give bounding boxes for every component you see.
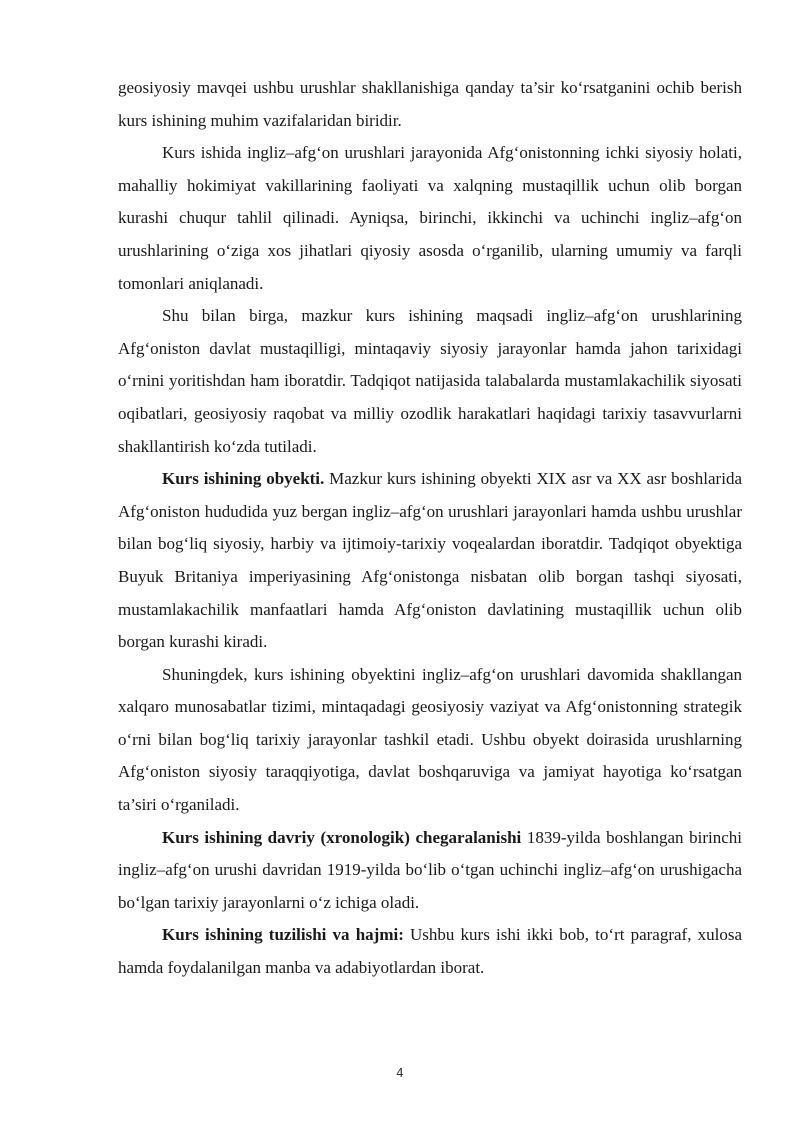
paragraph-text: geosiyosiy mavqei ushbu urushlar shakllanishiga qanday ta’sir ko‘rsatganini ochib berish kurs ishining muhim vazifalaridan biridir. [118, 78, 742, 130]
paragraph-heading: Kurs ishining tuzilishi va hajmi: [162, 925, 404, 945]
paragraph-analysis [118, 137, 742, 300]
paragraph-text: Kurs ishida ingliz–afg‘on urushlari jarayonida Afg‘onistonning ichki siyosiy holati, mahalliy hokimiyat vakillarining faoliyati va xalqning mustaqillik uchun olib borgan kurashi chuqur tahlil qilinadi. Ayniqsa, birinchi, ikkinchi va uchinchi ingliz–afg‘on urushlarining o‘ziga xos jihatlari qiyosiy asosda o‘rganilib, ularning umumiy va farqli tomonlari aniqlanadi. [118, 143, 742, 293]
document-page [118, 72, 742, 985]
paragraph-heading: Kurs ishining obyekti. [162, 469, 325, 489]
paragraph-continuation [118, 72, 742, 137]
paragraph-text: Mazkur kurs ishining obyekti XIX asr va XX asr boshlarida Afg‘oniston hududida yuz bergan ingliz–afg‘on urushlari jarayonlari hamda ushbu urushlar bilan bog‘liq siyosiy, harbiy va ijtimoiy-tarixiy voqealardan iboratdir. Tadqiqot obyektiga Buyuk Britaniya imperiyasining Afg‘onistonga nisbatan olib borgan tashqi siyosati, mustamlakachilik manfaatlari hamda Afg‘oniston davlatining mustaqillik uchun olib borgan kurashi kiradi. [118, 469, 742, 652]
page-number: 4 [396, 1066, 404, 1080]
paragraph-text: Shuningdek, kurs ishining obyektini ingliz–afg‘on urushlari davomida shakllangan xalqaro munosabatlar tizimi, mintaqadagi geosiyosiy vaziyat va Afg‘onistonning strategik o‘rni bilan bog‘liq tarixiy jarayonlar tashkil etadi. Ushbu obyekt doirasida urushlarning Afg‘oniston siyosiy taraqqiyotiga, davlat boshqaruviga va jamiyat hayotiga ko‘rsatgan ta’siri o‘rganiladi. [118, 664, 742, 815]
paragraph-text: Ushbu kurs ishi ikki bob, to‘rt paragraf, xulosa hamda foydalanilgan manba va adabiyotlardan iborat. [118, 925, 743, 978]
paragraph-object [118, 463, 742, 659]
paragraph-goal [118, 300, 742, 463]
paragraph-heading: Kurs ishining davriy (xronologik) chegaralanishi [162, 827, 522, 847]
paragraph-text: Shu bilan birga, mazkur kurs ishining maqsadi ingliz–afg‘on urushlarining Afg‘oniston davlat mustaqilligi, mintaqaviy siyosiy jarayonlar hamda jahon tarixidagi o‘rnini yoritishdan ham iboratdir. Tadqiqot natijasida talabalarda mustamlakachilik siyosati oqibatlari, geosiyosiy raqobat va milliy ozodlik harakatlari haqidagi tarixiy tasavvurlarni shakllantirish ko‘zda tutiladi. [118, 306, 742, 456]
paragraph-chronology [118, 822, 742, 920]
paragraph-text: 1839-yilda boshlangan birinchi ingliz–afg‘on urushi davridan 1919-yilda bo‘lib o‘tgan uchinchi ingliz–afg‘on urushigacha bo‘lgan tarixiy jarayonlarni o‘z ichiga oladi. [118, 827, 742, 912]
paragraph-object-continued [118, 659, 742, 822]
paragraph-structure [118, 919, 742, 984]
